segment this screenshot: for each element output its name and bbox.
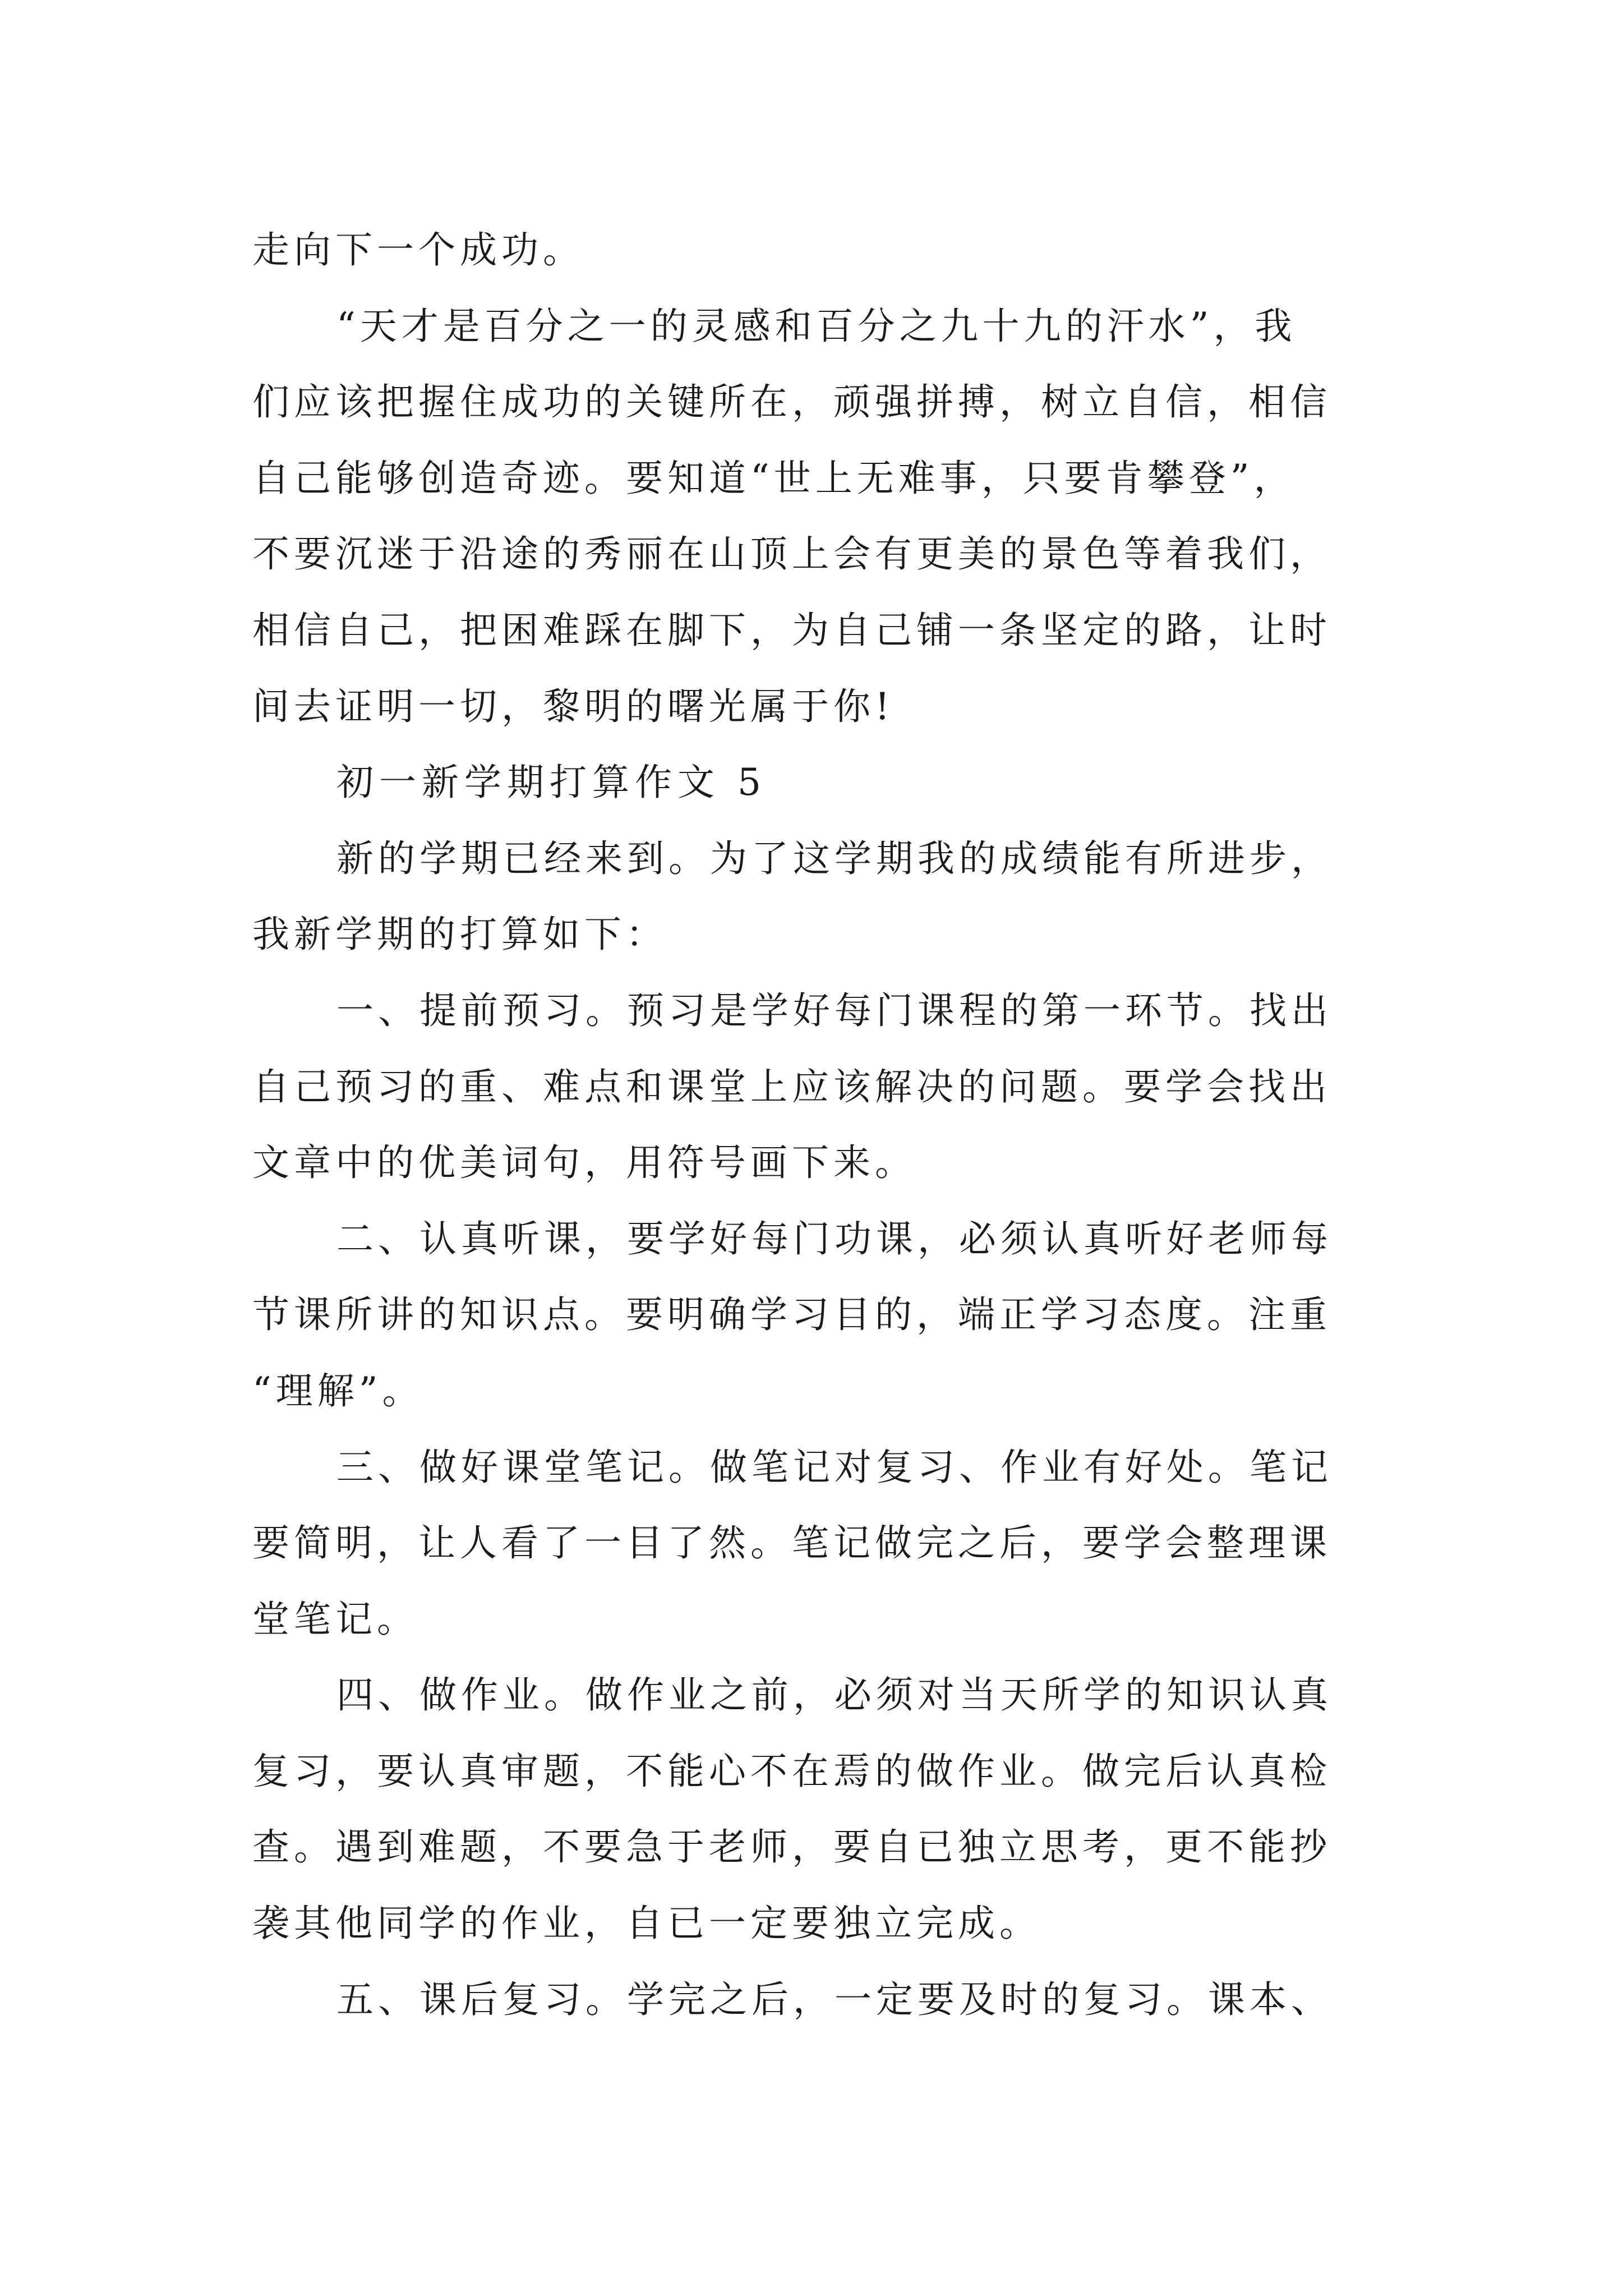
text-line: 一、提前预习。预习是学好每门课程的第一环节。找出 <box>336 988 1332 1032</box>
text-line: 堂笔记。 <box>252 1597 418 1641</box>
text-line: 新的学期已经来到。为了这学期我的成绩能有所进步， <box>336 836 1332 880</box>
text-line: 不要沉迷于沿途的秀丽在山顶上会有更美的景色等着我们， <box>252 532 1331 576</box>
text-line: 文章中的优美词句，用符号画下来。 <box>252 1141 916 1185</box>
text-line: 复习，要认真审题，不能心不在焉的做作业。做完后认真检 <box>252 1749 1331 1793</box>
text-line: 走向下一个成功。 <box>252 228 584 272</box>
text-line: 二、认真听课，要学好每门功课，必须认真听好老师每 <box>336 1217 1332 1260</box>
text-line: 相信自己，把困难踩在脚下，为自己铺一条坚定的路，让时 <box>252 608 1331 652</box>
text-line: 三、做好课堂笔记。做笔记对复习、作业有好处。笔记 <box>336 1445 1332 1489</box>
text-line: “理解”。 <box>252 1369 424 1412</box>
text-line: “天才是百分之一的灵感和百分之九十九的汗水”，我 <box>336 304 1297 348</box>
text-line: 们应该把握住成功的关键所在，顽强拼搏，树立自信，相信 <box>252 380 1331 424</box>
section-heading: 初一新学期打算作文 5 <box>336 761 767 804</box>
document-body <box>252 212 1408 2037</box>
text-line: 五、课后复习。学完之后，一定要及时的复习。课本、 <box>336 1977 1332 2021</box>
text-line: 自己预习的重、难点和课堂上应该解决的问题。要学会找出 <box>252 1065 1331 1108</box>
text-line: 自己能够创造奇迹。要知道“世上无难事，只要肯攀登”， <box>252 456 1295 500</box>
text-line: 查。遇到难题，不要急于老师，要自已独立思考，更不能抄 <box>252 1825 1331 1869</box>
text-line: 间去证明一切，黎明的曙光属于你! <box>252 684 895 728</box>
text-line: 四、做作业。做作业之前，必须对当天所学的知识认真 <box>336 1673 1332 1717</box>
text-line: 节课所讲的知识点。要明确学习目的，端正学习态度。注重 <box>252 1293 1331 1337</box>
text-line: 袭其他同学的作业，自已一定要独立完成。 <box>252 1902 1041 1945</box>
text-line: 我新学期的打算如下： <box>252 913 667 956</box>
text-line: 要简明，让人看了一目了然。笔记做完之后，要学会整理课 <box>252 1521 1331 1565</box>
